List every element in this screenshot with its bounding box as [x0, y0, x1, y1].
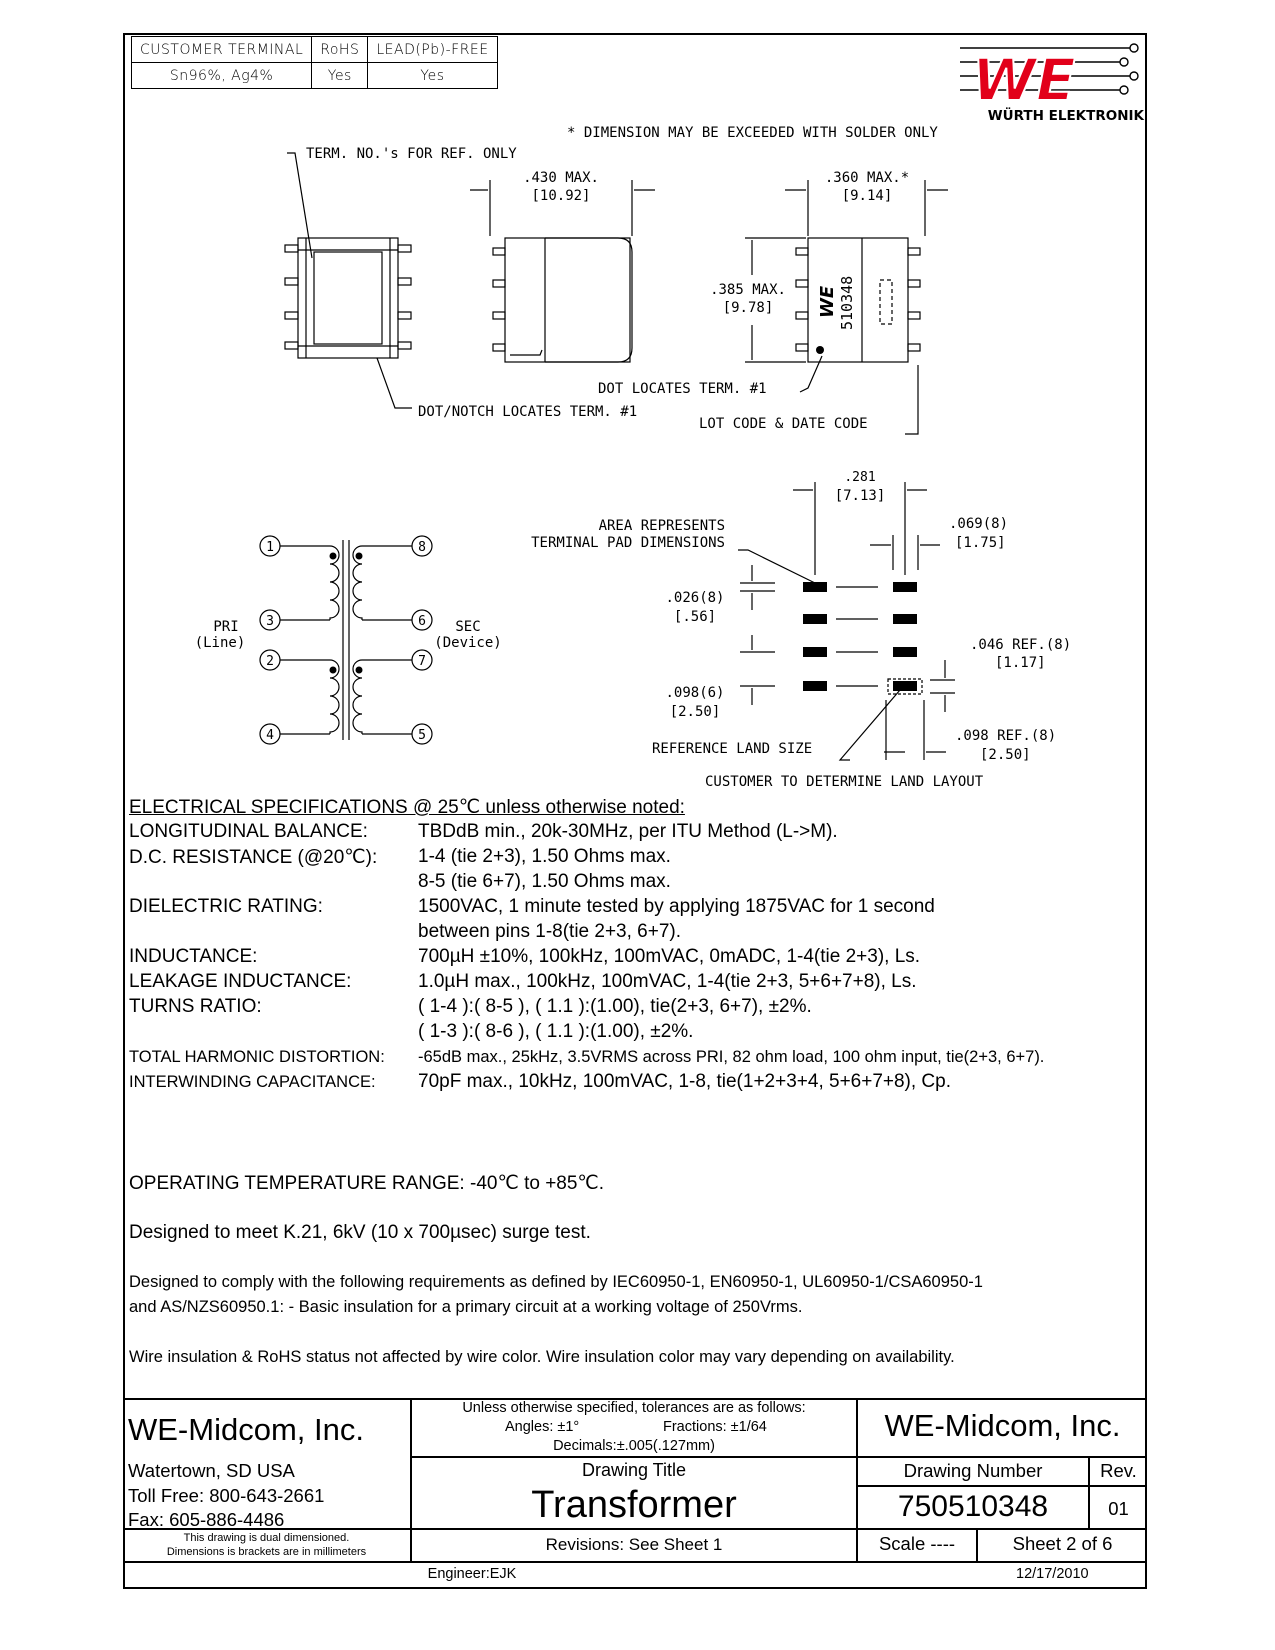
term-note: TERM. NO.'s FOR REF. ONLY — [306, 146, 517, 162]
rev-label: Rev. — [1100, 1460, 1137, 1481]
operating-temp: OPERATING TEMPERATURE RANGE: -40℃ to +85℃. — [129, 1173, 605, 1194]
spec-label-inductance: INDUCTANCE: — [129, 946, 258, 967]
pad-height: .026(8) — [665, 590, 725, 606]
spec-value-dielectric-2: between pins 1-8(tie 2+3, 6+7). — [418, 921, 682, 942]
drawing-title: Transformer — [531, 1484, 737, 1526]
specs-heading: ELECTRICAL SPECIFICATIONS @ 25℃ unless otherwise noted: — [129, 797, 685, 818]
drawing-number: 750510348 — [897, 1490, 1049, 1523]
pri-label: PRI — [213, 619, 239, 635]
lot-note: LOT CODE & DATE CODE — [699, 416, 868, 432]
comply-line-2: and AS/NZS60950.1: - Basic insulation for a primary circuit at a working voltage of 250Vrms. — [129, 1298, 803, 1316]
dual-note-2: Dimensions is brackets are in millimeters — [166, 1546, 367, 1558]
spec-value-dcr-1: 1-4 (tie 2+3), 1.50 Ohms max. — [418, 846, 671, 867]
engineer: Engineer:EJK — [427, 1566, 517, 1582]
wire-note: Wire insulation & RoHS status not affected by wire color. Wire insulation color may vary depending on availability. — [129, 1348, 955, 1366]
drawing-number-label: Drawing Number — [903, 1460, 1043, 1481]
value-rohs: Yes — [312, 63, 368, 89]
drawing-date: 12/17/2010 — [1016, 1566, 1089, 1582]
area-note-2: TERMINAL PAD DIMENSIONS — [531, 535, 725, 551]
value-lead-free: Yes — [368, 63, 497, 89]
customer-note: CUSTOMER TO DETERMINE LAND LAYOUT — [705, 774, 984, 790]
pin-7: 7 — [418, 654, 426, 669]
spec-label-dielectric: DIELECTRIC RATING: — [129, 896, 323, 917]
spec-value-turns-2: ( 1-3 ):( 8-6 ), ( 1.1 ):(1.00), ±2%. — [418, 1021, 694, 1042]
part-marking: 510348 — [838, 275, 856, 330]
pad-width: .069(8) — [949, 516, 1009, 532]
pin-5: 5 — [418, 728, 426, 743]
ref-pad-mm: [1.17] — [995, 655, 1046, 671]
solder-note: * DIMENSION MAY BE EXCEEDED WITH SOLDER ONLY — [567, 125, 938, 141]
spec-label-balance: LONGITUDINAL BALANCE: — [129, 821, 368, 842]
spec-value-balance: TBDdB min., 20k-30MHz, per ITU Method (L->M). — [418, 821, 838, 842]
ref-land-width-mm: [2.50] — [980, 747, 1031, 763]
spec-value-dielectric-1: 1500VAC, 1 minute tested by applying 1875VAC for 1 second — [418, 896, 935, 917]
spec-label-leakage: LEAKAGE INDUCTANCE: — [129, 971, 352, 992]
value-terminal: Sn96%, Ag4% — [132, 63, 312, 89]
area-note-1: AREA REPRESENTS — [598, 518, 725, 534]
header-rohs: RoHS — [312, 37, 368, 63]
header-customer-terminal: CUSTOMER TERMINAL — [132, 37, 312, 63]
pri-sub: (Line) — [194, 635, 246, 651]
width-dim-mm: [10.92] — [531, 188, 591, 204]
pad-span-mm: [7.13] — [834, 488, 886, 504]
spec-value-thd: -65dB max., 25kHz, 3.5VRMS across PRI, 82 ohm load, 100 ohm input, tie(2+3, 6+7). — [418, 1048, 1045, 1066]
dot-note: DOT LOCATES TERM. #1 — [598, 381, 767, 397]
pad-span: .281 — [844, 470, 876, 485]
revisions-note: Revisions: See Sheet 1 — [545, 1535, 723, 1554]
spec-value-inductance: 700µH ±10%, 100kHz, 100mVAC, 0mADC, 1-4(tie 2+3), Ls. — [418, 946, 921, 967]
ref-land-note: REFERENCE LAND SIZE — [652, 741, 813, 757]
ref-pad: .046 REF.(8) — [970, 637, 1072, 653]
spec-label-dcr: D.C. RESISTANCE (@20℃): — [129, 847, 378, 868]
pitch: .098(6) — [665, 685, 725, 701]
tolerance-angles: Angles: ±1° — [505, 1419, 580, 1435]
spec-value-capacitance: 70pF max., 10kHz, 100mVAC, 1-8, tie(1+2+3+4, 5+6+7+8), Cp. — [418, 1071, 952, 1092]
height-dim: .385 MAX. — [710, 282, 786, 298]
width-dim: .430 MAX. — [523, 170, 599, 186]
spec-value-leakage: 1.0µH max., 100kHz, 100mVAC, 1-4(tie 2+3, 5+6+7+8), Ls. — [418, 971, 917, 992]
spec-label-thd: TOTAL HARMONIC DISTORTION: — [129, 1048, 385, 1066]
depth-dim: .360 MAX.* — [824, 170, 910, 186]
pin-4: 4 — [266, 728, 274, 743]
scale: Scale ---- — [878, 1533, 956, 1554]
company-name-right: WE-Midcom, Inc. — [884, 1408, 1121, 1443]
marking-logo: WE — [817, 285, 838, 318]
rev-value: 01 — [1108, 1498, 1129, 1519]
pin-6: 6 — [418, 614, 426, 629]
spec-value-dcr-2: 8-5 (tie 6+7), 1.50 Ohms max. — [418, 871, 671, 892]
comply-line-1: Designed to comply with the following requirements as defined by IEC60950-1, EN60950-1, UL60950-1/CSA60950-1 — [129, 1273, 983, 1291]
drawing-title-label: Drawing Title — [581, 1460, 687, 1480]
dot-notch-note: DOT/NOTCH LOCATES TERM. #1 — [418, 404, 638, 420]
height-dim-mm: [9.78] — [722, 300, 774, 316]
tolerance-decimals: Decimals:±.005(.127mm) — [553, 1438, 715, 1454]
header-lead-free: LEAD(Pb)-FREE — [368, 37, 497, 63]
spec-label-turns: TURNS RATIO: — [129, 996, 262, 1017]
pin-2: 2 — [266, 654, 274, 669]
company-logo-name: WÜRTH ELEKTRONIK — [987, 108, 1144, 124]
tolerance-fractions: Fractions: ±1/64 — [663, 1419, 767, 1435]
tolerance-heading: Unless otherwise specified, tolerances are as follows: — [462, 1400, 806, 1416]
sec-label: SEC — [455, 619, 481, 635]
depth-dim-mm: [9.14] — [841, 188, 893, 204]
pitch-mm: [2.50] — [669, 704, 721, 720]
mechanical-drawing — [0, 0, 1275, 800]
we-logo-text: WE — [972, 46, 1076, 114]
dual-note-1: This drawing is dual dimensioned. — [183, 1532, 350, 1544]
company-city: Watertown, SD USA — [128, 1460, 295, 1481]
surge-note: Designed to meet K.21, 6kV (10 x 700µsec) surge test. — [129, 1222, 591, 1243]
spec-value-turns-1: ( 1-4 ):( 8-5 ), ( 1.1 ):(1.00), tie(2+3, 6+7), ±2%. — [418, 996, 812, 1017]
company-name: WE-Midcom, Inc. — [128, 1412, 364, 1447]
pin-3: 3 — [266, 614, 274, 629]
pin-1: 1 — [266, 540, 274, 555]
spec-label-capacitance: INTERWINDING CAPACITANCE: — [129, 1073, 376, 1091]
sheet-number: Sheet 2 of 6 — [1012, 1533, 1113, 1554]
pad-width-mm: [1.75] — [955, 535, 1006, 551]
ref-land-width: .098 REF.(8) — [955, 728, 1057, 744]
title-block — [123, 1398, 1147, 1589]
company-toll-free: Toll Free: 800-643-2661 — [128, 1485, 325, 1506]
sec-sub: (Device) — [434, 635, 502, 651]
company-fax: Fax: 605-886-4486 — [128, 1509, 285, 1530]
pad-height-mm: [.56] — [673, 609, 717, 625]
pin-8: 8 — [418, 540, 426, 555]
